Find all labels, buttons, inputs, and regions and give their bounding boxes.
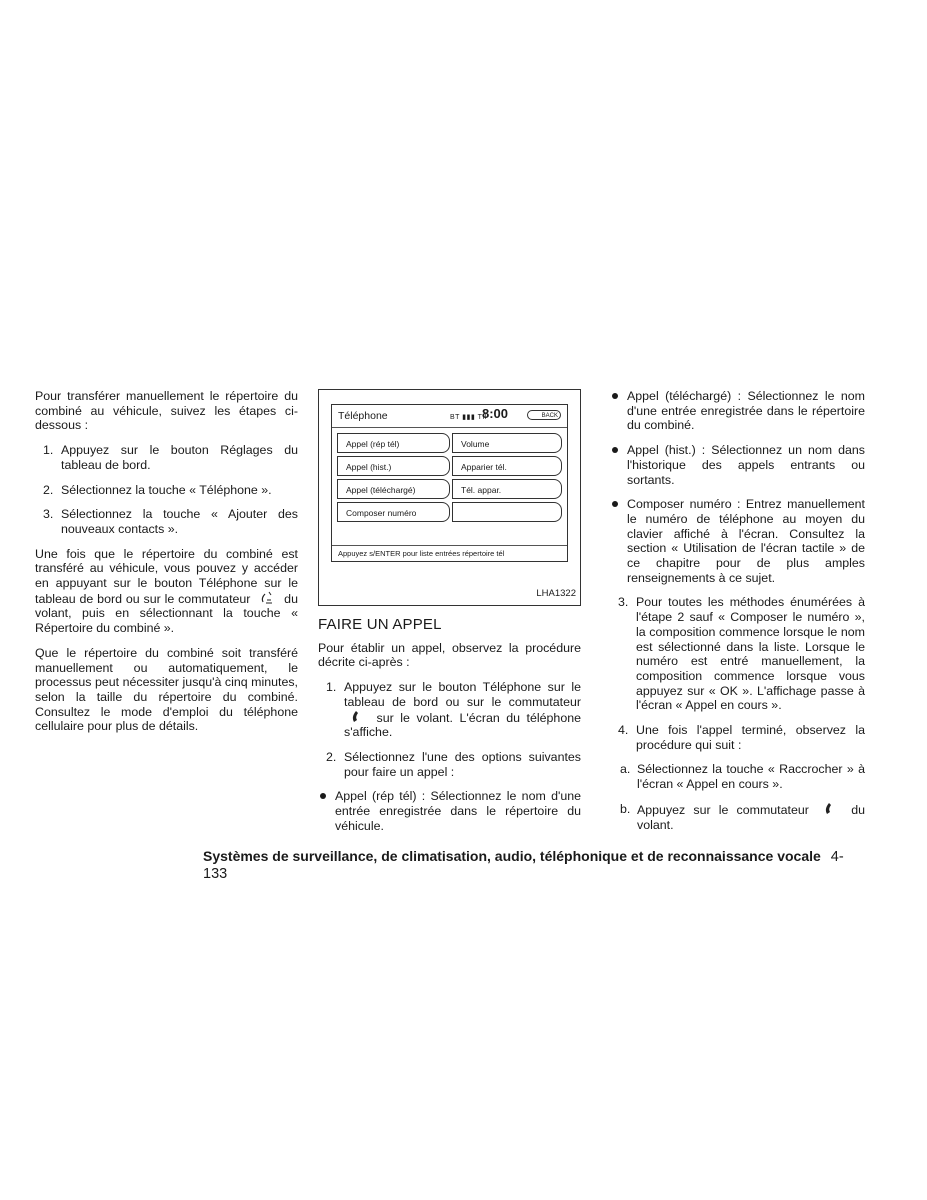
middle-column bbox=[318, 389, 581, 843]
phone-switch-icon bbox=[350, 710, 364, 722]
screen-clock: 8:00 bbox=[482, 406, 509, 421]
step-1: 1. Appuyez sur le bouton Réglages du tableau de bord. bbox=[43, 443, 298, 472]
phone-screen bbox=[331, 404, 568, 562]
page-footer bbox=[203, 848, 865, 882]
call-intro: Pour établir un appel, observez la procédure décrite ci-après : bbox=[318, 640, 581, 670]
screen-footer: Appuyez s/ENTER pour liste entrées répertoire tél bbox=[332, 545, 567, 561]
pair-phone-button[interactable]: Apparier tél. bbox=[452, 456, 562, 476]
bullet-dot bbox=[612, 393, 618, 399]
step-2: 2. Sélectionnez la touche « Téléphone ». bbox=[43, 482, 272, 497]
substep-b: b. Appuyez sur le commutateur du volant. bbox=[620, 801, 865, 832]
call-step-3: 3. Pour toutes les méthodes énumérées à l'étape 2 sauf « Composer le numéro », la composition commence lorsque le nom est sélectionné dans la liste. Lorsque le numéro est entré manuellement, la composition commence lorsque vous appuyez sur « OK ». L'affichage passe à l'écran « Appel en cours ». bbox=[618, 595, 865, 713]
right-column bbox=[610, 389, 865, 842]
phone-switch-icon bbox=[823, 802, 837, 814]
screen-title: Téléphone bbox=[338, 410, 388, 422]
bullet-downloaded: Appel (téléchargé) : Sélectionnez le nom d'une entrée enregistrée dans le répertoire du combiné. bbox=[610, 389, 865, 433]
chapter-title: Systèmes de surveillance, de climatisation, audio, téléphonique et de reconnaissance vocale bbox=[203, 848, 821, 864]
phone-screen-figure bbox=[318, 389, 581, 606]
call-step-2: 2. Sélectionnez l'une des options suivantes pour faire un appel : bbox=[326, 749, 581, 779]
step-3: 3. Sélectionnez la touche « Ajouter des nouveaux contacts ». bbox=[43, 507, 298, 536]
substep-a: a. Sélectionnez la touche « Raccrocher » à l'écran « Appel en cours ». bbox=[620, 762, 865, 792]
steering-phone-switch-icon bbox=[260, 591, 274, 603]
bullet-dot bbox=[612, 447, 618, 453]
call-step-4: 4. Une fois l'appel terminé, observez la procédure qui suit : bbox=[618, 723, 865, 752]
transfer-time-paragraph: Que le répertoire du combiné soit transféré manuellement ou automatiquement, le processus peut nécessiter jusqu'à cinq minutes, selon la taille du répertoire du combiné. Consultez le mode d'emploi du téléphone cellulaire pour plus de détails. bbox=[35, 645, 298, 734]
bullet-dot bbox=[612, 501, 618, 507]
volume-button[interactable]: Volume bbox=[452, 433, 562, 453]
bullet-history: Appel (hist.) : Sélectionnez un nom dans l'historique des appels entrants ou sortants. bbox=[610, 443, 865, 487]
access-paragraph: Une fois que le répertoire du combiné est transféré au véhicule, vous pouvez y accéder en appuyant sur le bouton Téléphone sur le tableau de bord ou sur le commutateur du volant, puis en sélectionnant la touche « Répertoire du combiné ». bbox=[35, 546, 298, 636]
left-column bbox=[35, 389, 298, 744]
bullet-dial: Composer numéro : Entrez manuellement le numéro de téléphone au moyen du clavier affiché à l'écran. Consultez la section « Utilisation de l'écran tactile » de ce chapitre pour de plus amples renseignements à ce sujet. bbox=[610, 497, 865, 585]
section-heading: FAIRE UN APPEL bbox=[318, 616, 442, 633]
call-step-1: 1. Appuyez sur le bouton Téléphone sur le tableau de bord ou sur le commutateur sur le volant. L'écran du téléphone s'affiche. bbox=[326, 680, 581, 740]
dial-number-button[interactable]: Composer numéro bbox=[337, 502, 450, 522]
bullet-phonebook: Appel (rép tél) : Sélectionnez le nom d'une entrée enregistrée dans le répertoire du véhicule. bbox=[318, 789, 581, 833]
paired-phone-button[interactable]: Tél. appar. bbox=[452, 479, 562, 499]
page-number: 4-133 bbox=[203, 849, 844, 882]
back-button[interactable]: BACK bbox=[527, 410, 561, 420]
intro-paragraph: Pour transférer manuellement le répertoire du combiné au véhicule, suivez les étapes ci-dessous : bbox=[35, 389, 298, 433]
call-phonebook-button[interactable]: Appel (rép tél) bbox=[337, 433, 450, 453]
call-history-button[interactable]: Appel (hist.) bbox=[337, 456, 450, 476]
screen-header bbox=[332, 405, 567, 428]
empty-button[interactable] bbox=[452, 502, 562, 522]
status-icons: BT ▮▮▮ Tıl bbox=[450, 414, 487, 421]
bullet-dot bbox=[320, 793, 326, 799]
figure-code: LHA1322 bbox=[536, 588, 576, 600]
call-downloaded-button[interactable]: Appel (téléchargé) bbox=[337, 479, 450, 499]
